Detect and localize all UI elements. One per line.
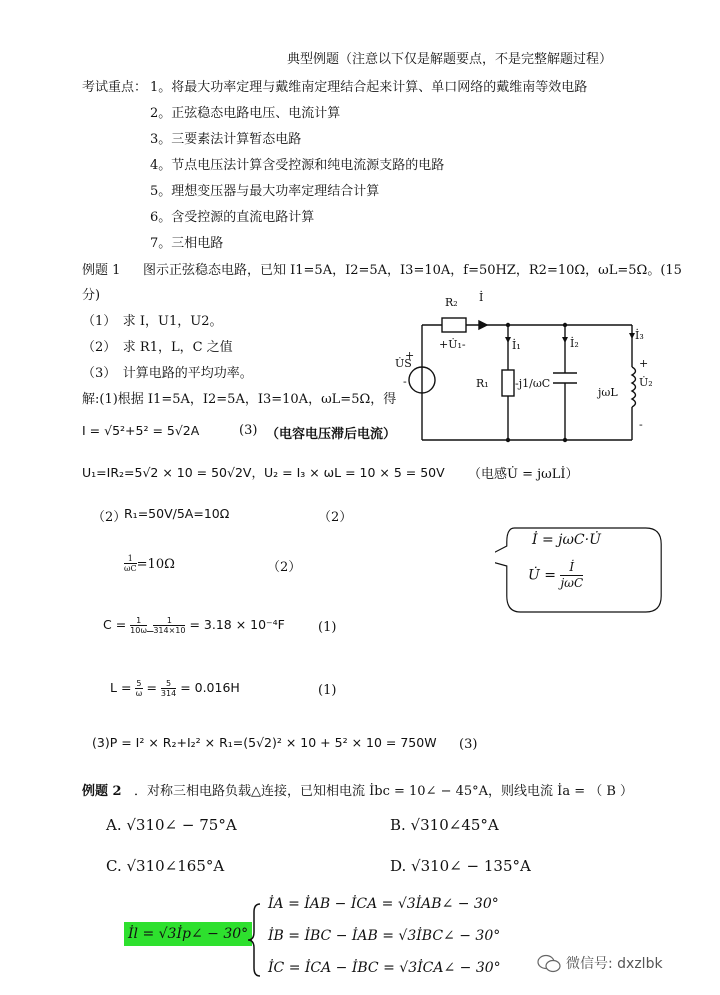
equation-l: L = $\frac{5}{\omega}$ = $\frac{5}{314}$ = 0.016H: [110, 679, 240, 698]
brace: [246, 902, 264, 978]
equation-r1: R₁=50V/5A=10Ω: [124, 506, 230, 521]
question-2: （2） 求 R1，L，C 之值: [82, 340, 233, 355]
example-1-statement: 图示正弦稳态电路，已知 I1=5A，I2=5A，I3=10A，f=50HZ，R2=10Ω，ωL=5Ω。(15: [143, 263, 682, 278]
equation-mark: (3): [239, 423, 258, 438]
score-mark: (1): [318, 620, 337, 635]
wechat-icon: [536, 952, 562, 974]
label-inductor: jωL: [598, 386, 618, 399]
label-u2-plus: +: [639, 357, 649, 370]
bubble-lhs: U̇ =: [528, 567, 556, 584]
label-i2: İ₂: [570, 337, 579, 350]
denominator: ω: [135, 689, 143, 698]
question-3: （3） 计算电路的平均功率。: [82, 366, 253, 381]
part-2-label: （2）: [92, 510, 127, 525]
resistor-r1: [502, 370, 514, 396]
denominator: 314×10: [153, 626, 186, 635]
example-1-statement-cont: 分): [82, 288, 101, 303]
focus-item: 4。节点电压法计算含受控源和纯电流源支路的电路: [150, 158, 445, 173]
label-us: U̇S: [395, 357, 412, 370]
focus-item: 1。将最大功率定理与戴维南定理结合起来计算、单口网络的戴维南等效电路: [150, 80, 588, 95]
l-lhs: L =: [110, 680, 132, 695]
junction: [506, 323, 510, 327]
label-i: İ: [479, 291, 484, 304]
equation-current: I = √5²+5² = 5√2A: [82, 423, 200, 438]
equation-voltage: U₁=IR₂=5√2 × 10 = 50√2V，U₂ = I₃ × ωL = 10 × 5 = 50V: [82, 465, 445, 480]
bubble-formula-2: [528, 560, 583, 591]
score-mark: （2）: [318, 510, 353, 525]
focus-item: 3。三要素法计算暂态电路: [150, 132, 302, 147]
option-c: C. √310∠165°A: [106, 857, 225, 875]
label-r1: R₁: [476, 377, 489, 390]
arrow-i: [479, 321, 487, 329]
junction: [563, 438, 567, 442]
option-b: B. √310∠45°A: [390, 816, 499, 834]
fraction: [153, 616, 185, 635]
equation-wc: [124, 553, 175, 573]
solution-intro: 解:(1)根据 I1=5A，I2=5A，I3=10A，ωL=5Ω，得: [82, 392, 397, 407]
system-equation-2: İB = İBC − İAB = √3İBC∠ − 30°: [268, 928, 501, 944]
arrow-i1: [505, 337, 511, 343]
focus-label: 考试重点：: [82, 80, 148, 95]
numerator: 1: [130, 616, 147, 626]
denominator: 10ω: [130, 626, 148, 635]
fraction: [124, 554, 137, 573]
label-i3: İ₃: [635, 329, 644, 342]
fraction: [135, 679, 142, 698]
label-us-plus: +: [405, 349, 415, 362]
label-u2-minus: -: [639, 418, 643, 431]
equation-c: C = $\frac{1}{10\omega}$ _ $\frac{1}{314\times 10}$ = 3.18 × 10⁻⁴F: [103, 616, 285, 635]
numerator: İ: [560, 560, 583, 576]
label-us-minus: -: [403, 375, 407, 388]
note-inductor: （电感U̇ = jωLİ）: [468, 467, 579, 482]
resistor-r2: [442, 318, 466, 332]
label-r2: R₂: [445, 296, 458, 309]
fraction: [161, 679, 176, 698]
circuit-diagram: [395, 285, 660, 450]
example-2-statement: ．对称三相电路负载△连接，已知相电流 İbc = 10∠ − 45°A，则线电流 İa = （ B ）: [134, 784, 634, 799]
focus-item: 7。三相电路: [150, 236, 224, 251]
c-lhs: C =: [103, 617, 127, 632]
inductor: [632, 367, 636, 407]
example-1-title: 例题 1: [82, 263, 121, 278]
fraction: [560, 560, 583, 591]
watermark: 微信号: dxzlbk: [566, 956, 663, 972]
fraction: [130, 616, 147, 635]
bubble-formula-1: İ = jωC·U̇: [532, 532, 601, 548]
arrow-i2: [562, 337, 568, 343]
numerator: 1: [124, 554, 137, 564]
option-a: A. √310∠ − 75°A: [106, 816, 237, 834]
option-d: D. √310∠ − 135°A: [390, 857, 531, 875]
focus-item: 2。正弦稳态电路电压、电流计算: [150, 106, 341, 121]
system-equation-3: İC = İCA − İBC = √3İCA∠ − 30°: [268, 960, 501, 976]
focus-item: 6。含受控源的直流电路计算: [150, 210, 315, 225]
score-mark: (3): [459, 737, 478, 752]
example-2-title: 例题 2: [82, 784, 122, 799]
score-mark: （2）: [267, 560, 302, 575]
junction: [506, 438, 510, 442]
denominator: ωC: [124, 564, 137, 573]
numerator: 5: [136, 679, 142, 688]
score-mark: (1): [318, 683, 337, 698]
l-result: = 0.016H: [180, 680, 240, 695]
label-u2: U̇₂: [639, 376, 653, 389]
highlight-formula: İl = √3İp∠ − 30°: [124, 922, 252, 946]
numerator: 1: [153, 616, 185, 626]
equation-power: (3)P = I² × R₂+I₂² × R₁=(5√2)² × 10 + 5² × 10 = 750W: [92, 735, 437, 750]
denominator: jωC: [560, 576, 584, 590]
focus-item: 5。理想变压器与最大功率定理结合计算: [150, 184, 380, 199]
numerator: 5: [161, 679, 176, 689]
system-equation-1: İA = İAB − İCA = √3İAB∠ − 30°: [268, 896, 499, 912]
label-i1: İ₁: [512, 339, 521, 352]
note-capacitor: （电容电压滞后电流）: [266, 427, 397, 442]
denominator: 314: [160, 689, 177, 698]
question-1: （1） 求 I，U1，U2。: [82, 314, 223, 329]
page-title: 典型例题（注意以下仅是解题要点，不是完整解题过程）: [287, 52, 613, 67]
junction: [563, 323, 567, 327]
c-result: = 3.18 × 10⁻⁴F: [189, 617, 285, 632]
label-u1: +U̇₁-: [439, 338, 466, 351]
wc-value: =10Ω: [136, 557, 175, 572]
label-capacitor: -j1/ωC: [515, 377, 551, 390]
